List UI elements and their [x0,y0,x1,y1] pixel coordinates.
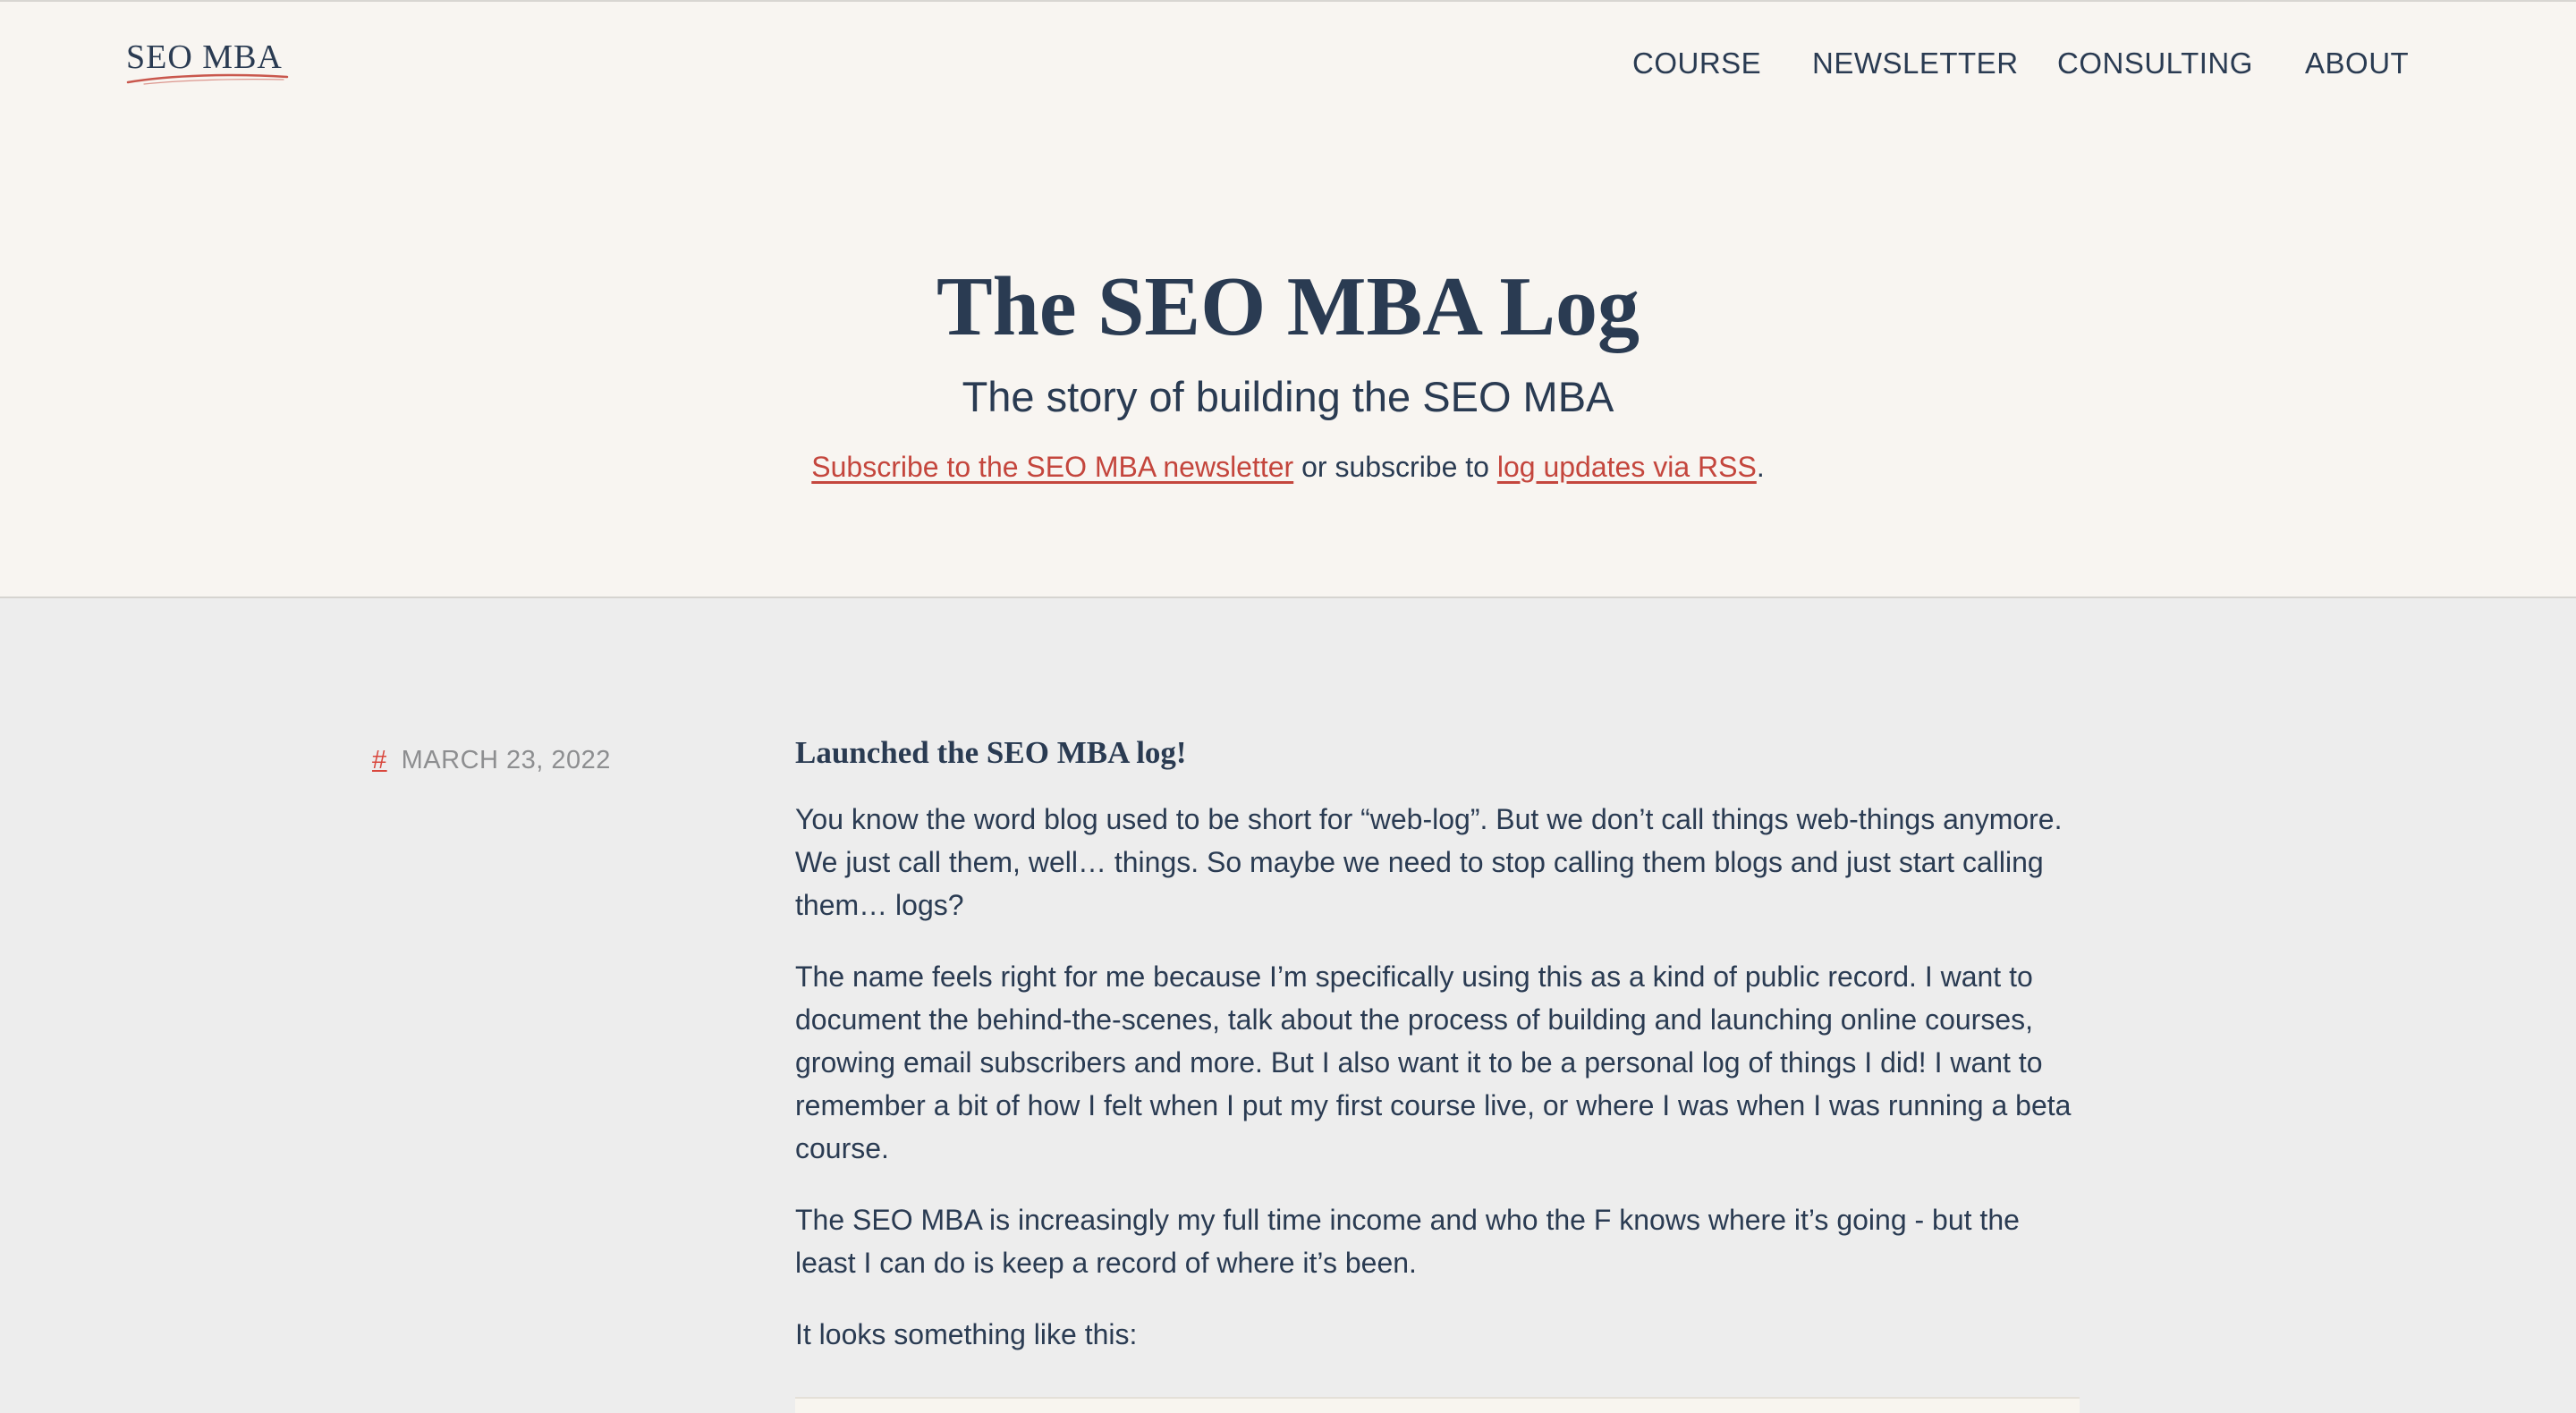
nav-about[interactable]: ABOUT [2305,47,2410,80]
entry-title: Launched the SEO MBA log! [795,735,1187,770]
entry-paragraph: The name feels right for me because I’m specifically using this as a kind of public record. I want to document the behind-the-scenes, talk about the process of building and launching online courses, growing email subscribers and more. But I also want it to be a personal log of things I did! I want to remember a bit of how I felt when I put my first course live, or where I was when I was running a beta course. [795,960,2072,1164]
log-entry [795,735,2083,1384]
subscribe-middle-text: or subscribe to [1293,451,1497,483]
subscribe-line [0,451,2576,484]
nav-newsletter[interactable]: NEWSLETTER [1812,47,2019,80]
rss-link[interactable]: log updates via RSS [1496,451,1757,483]
entry-paragraph: The SEO MBA is increasingly my full time income and who the F knows where it’s going - but the least I can do is keep a record of where it’s been. [795,1204,2020,1279]
site-logo[interactable]: SEO MBA [126,38,283,76]
entry-paragraph: You know the word blog used to be short for “web-log”. But we don’t call things web-things anymore. We just call them, well… things. So maybe we need to stop calling them blogs and just start calling them… logs? [795,803,2063,921]
newsletter-link[interactable]: Subscribe to the SEO MBA newsletter [811,451,1294,483]
entry-date [372,746,611,775]
page-subtitle: The story of building the SEO MBA [962,373,1614,420]
embedded-example-block [795,1397,2080,1413]
hero-section [0,2,2576,598]
nav-consulting[interactable]: CONSULTING [2057,47,2253,80]
subscribe-end-text: . [1756,451,1765,483]
main-nav [0,47,2576,82]
entry-date-text: MARCH 23, 2022 [401,746,611,774]
entry-paragraph: It looks something like this: [795,1318,1138,1350]
nav-course[interactable]: COURSE [1632,47,1762,80]
permalink-hash-icon[interactable]: # [372,746,387,774]
page-title: The SEO MBA Log [936,260,1640,353]
